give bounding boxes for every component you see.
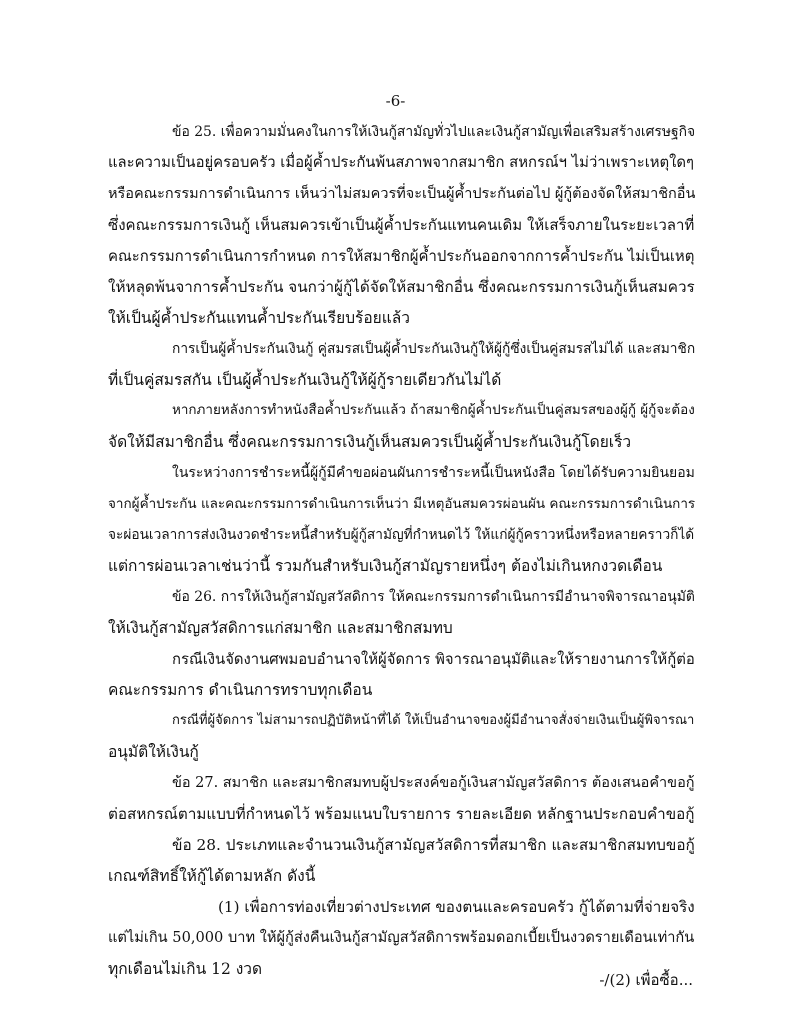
paragraph-line: และความเป็นอยู่ครอบครัว เมื่อผู้ค้ำประกันพ้นสภาพจากสมาชิก สหกรณ์ฯ ไม่ว่าเพราะเหตุใดๆ <box>108 154 695 171</box>
paragraph-line: การเป็นผู้ค้ำประกันเงินกู้ คู่สมรสเป็นผู้ค้ำประกันเงินกู้ให้ผู้กู้ซึ่งเป็นคู่สมรสไม่ได้ และสมาชิก <box>172 341 696 357</box>
paragraph-line: หากภายหลังการทำหนังสือค้ำประกันแล้ว ถ้าสมาชิกผู้ค้ำประกันเป็นคู่สมรสของผู้กู้ ผู้กู้จะต้อง <box>172 403 695 418</box>
paragraph-line: ข้อ 27. สมาชิก และสมาชิกสมทบผู้ประสงค์ขอกู้เงินสามัญสวัสดิการ ต้องเสนอคำขอกู้ <box>172 775 695 791</box>
paragraph-line: จากผู้ค้ำประกัน และคณะกรรมการดำเนินการเห็นว่า มีเหตุอันสมควรผ่อนผัน คณะกรรมการดำเนินการ <box>108 496 696 512</box>
paragraph-line: ให้หลุดพ้นจาการค้ำประกัน จนกว่าผู้กู้ได้จัดให้สมาชิกอื่น ซึ่งคณะกรรมการเงินกู้เห็นสมควร <box>108 278 695 296</box>
paragraph-line: คณะกรรมการ ดำเนินการทราบทุกเดือน <box>108 681 373 699</box>
page-number: -6- <box>385 92 406 110</box>
paragraph-line: ข้อ 26. การให้เงินกู้สามัญสวัสดิการ ให้คณะกรรมการดำเนินการมีอำนาจพิจารณาอนุมัติ <box>172 589 695 605</box>
paragraph-line: จะผ่อนเวลาการส่งเงินงวดชำระหนี้สำหรับผู้กู้สามัญที่กำหนดไว้ ให้แก่ผู้กู้คราวหนึ่งหรือหลายคราวก็ได้ <box>108 527 695 543</box>
paragraph-line: จัดให้มีสมาชิกอื่น ซึ่งคณะกรรมการเงินกู้เห็นสมควรเป็นผู้ค้ำประกันเงินกู้โดยเร็ว <box>108 433 632 451</box>
page-continuation: -/(2) เพื่อซื้อ... <box>599 971 693 989</box>
paragraph-line: กรณีที่ผู้จัดการ ไม่สามารถปฏิบัติหน้าที่ได้ ให้เป็นอำนาจของผู้มีอำนาจสั่งจ่ายเงินเป็นผู้พิจารณา <box>172 713 695 728</box>
paragraph-line: ให้เป็นผู้ค้ำประกันแทนค้ำประกันเรียบร้อยแล้ว <box>108 309 410 327</box>
paragraph-line: ข้อ 28. ประเภทและจำนวนเงินกู้สามัญสวัสดิการที่สมาชิก และสมาชิกสมทบขอกู้ <box>172 836 695 854</box>
paragraph-line: กรณีเงินจัดงานศพมอบอำนาจให้ผู้จัดการ พิจารณาอนุมัติและให้รายงานการให้กู้ต่อ <box>172 650 695 668</box>
paragraph-line: ข้อ 25. เพื่อความมั่นคงในการให้เงินกู้สามัญทั่วไปและเงินกู้สามัญเพื่อเสริมสร้างเศรษฐกิจ <box>172 124 696 140</box>
paragraph-line: คณะกรรมการดำเนินการกำหนด การให้สมาชิกผู้ค้ำประกันออกจากการค้ำประกัน ไม่เป็นเหตุ <box>108 247 695 265</box>
paragraph-line: ทุกเดือนไม่เกิน 12 งวด <box>108 960 263 978</box>
paragraph-line: ซึ่งคณะกรรมการเงินกู้ เห็นสมควรเข้าเป็นผู้ค้ำประกันแทนคนเดิม ให้เสร็จภายในระยะเวลาที่ <box>108 216 695 234</box>
paragraph-line: ในระหว่างการชำระหนี้ผู้กู้มีคำขอผ่อนผันการชำระหนี้เป็นหนังสือ โดยได้รับความยินยอม <box>172 465 695 481</box>
paragraph-line: ให้เงินกู้สามัญสวัสดิการแก่สมาชิก และสมาชิกสมทบ <box>108 619 453 637</box>
paragraph-line: แต่ไม่เกิน 50,000 บาท ให้ผู้กู้ส่งคืนเงินกู้สามัญสวัสดิการพร้อมดอกเบี้ยเป็นงวดรายเดือนเท่ากัน <box>108 929 695 946</box>
paragraph-line: หรือคณะกรรมการดำเนินการ เห็นว่าไม่สมควรที่จะเป็นผู้ค้ำประกันต่อไป ผู้กู้ต้องจัดให้สมาชิกอื่น <box>108 186 696 202</box>
paragraph-line: ต่อสหกรณ์ตามแบบที่กำหนดไว้ พร้อมแนบใบรายการ รายละเอียด หลักฐานประกอบคำขอกู้ <box>108 805 695 823</box>
paragraph-line: แต่การผ่อนเวลาเช่นว่านี้ รวมกันสำหรับเงินกู้สามัญรายหนึ่งๆ ต้องไม่เกินหกงวดเดือน <box>108 557 663 575</box>
paragraph-line: (1) เพื่อการท่องเที่ยวต่างประเทศ ของตนและครอบครัว กู้ได้ตามที่จ่ายจริง <box>218 898 695 916</box>
paragraph-line: เกณฑ์สิทธิ์ให้กู้ได้ตามหลัก ดังนี้ <box>108 867 316 885</box>
paragraph-line: ที่เป็นคู่สมรสกัน เป็นผู้ค้ำประกันเงินกู้ให้ผู้กู้รายเดียวกันไม่ได้ <box>108 371 502 389</box>
paragraph-line: อนุมัติให้เงินกู้ <box>108 743 199 761</box>
